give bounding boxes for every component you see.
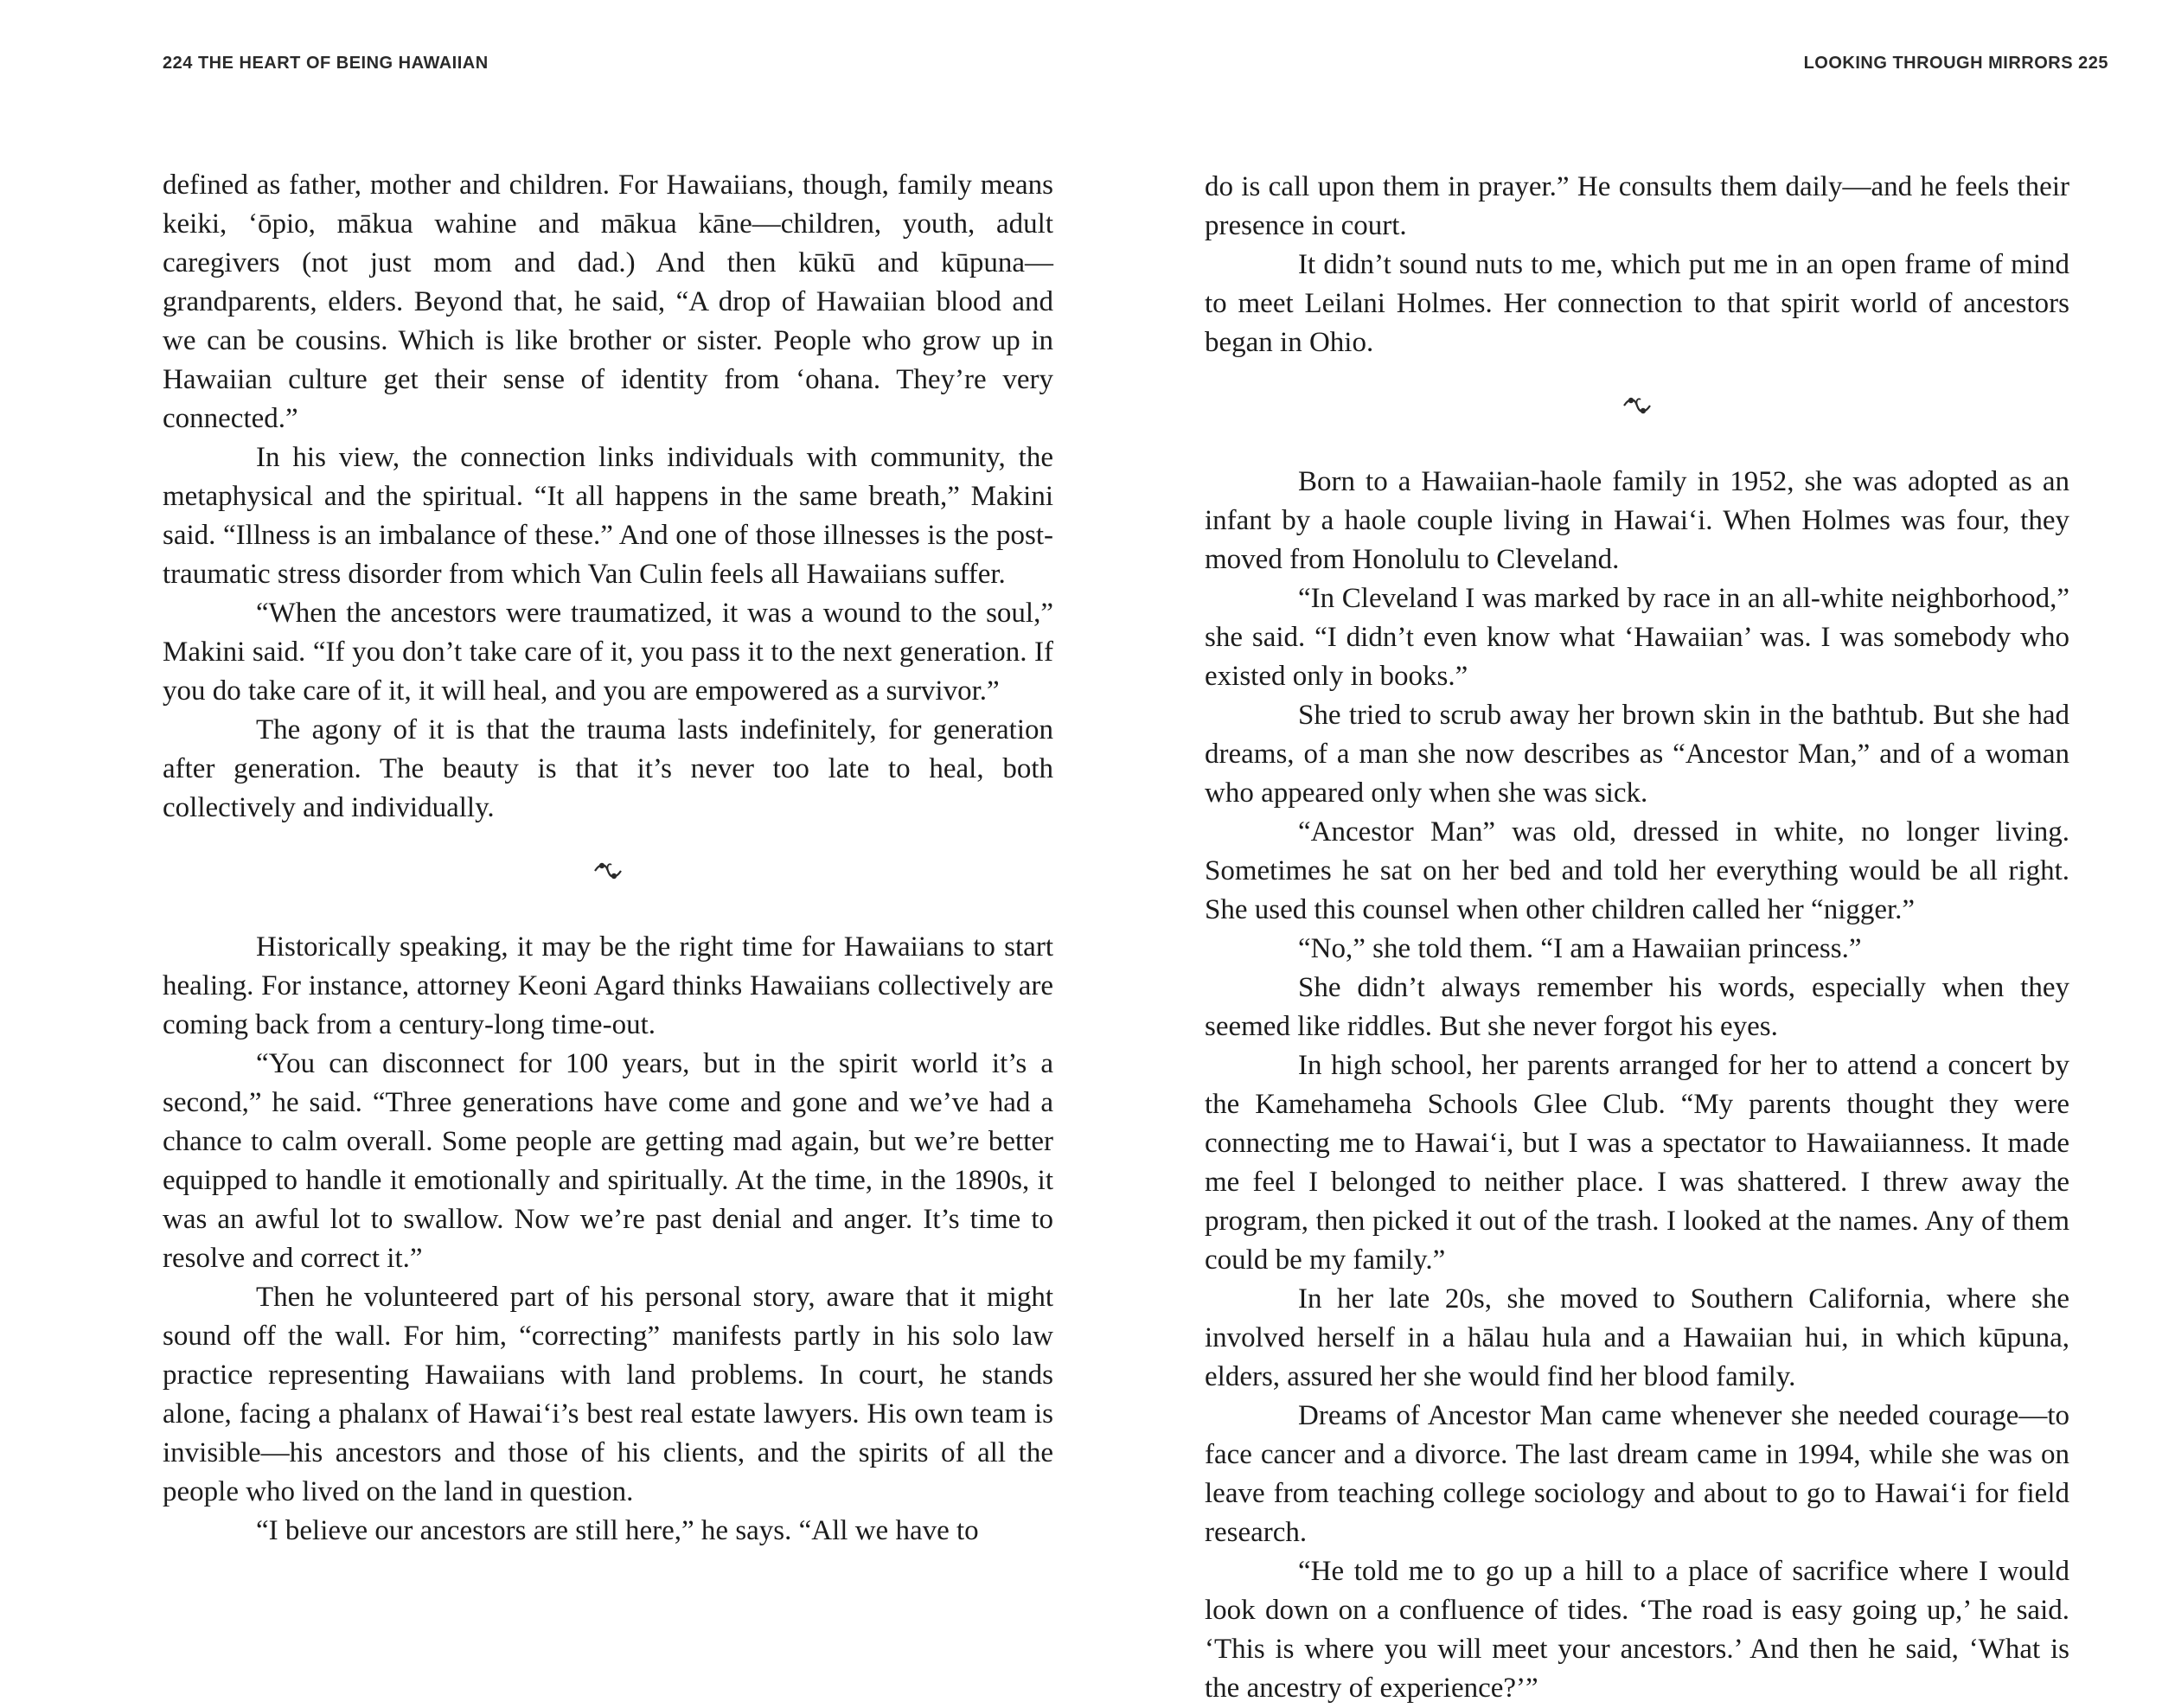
right-paragraph-12: “He told me to go up a hill to a place of sacrifice where I would look down on a confluence of tides. ‘The road is easy going up,’ he said. ‘This is where you will meet your ancestors.’ And then he said, ‘What is the ancestry of experience?’”: [1205, 1556, 2069, 1704]
left-page-number: 224: [163, 54, 193, 73]
right-paragraph-10: In her late 20s, she moved to Southern California, where she involved herself in a hālau hula and a Hawaiian hui, in which kūpuna, elders, assured her she would find her blood family.: [1205, 1283, 2069, 1392]
right-paragraph-8: She didn’t always remember his words, especially when they seemed like riddles. But she never forgot his eyes.: [1205, 972, 2069, 1042]
left-body-text: [163, 166, 1053, 1551]
right-section-break: [1205, 392, 2069, 418]
left-running-title: THE HEART OF BEING HAWAIIAN: [197, 54, 489, 73]
right-paragraph-7: “No,” she told them. “I am a Hawaiian princess.”: [1298, 933, 1862, 964]
right-paragraph-3: Born to a Hawaiian-haole family in 1952, she was adopted as an infant by a haole couple living in Hawai‘i. When Holmes was four, they moved from Honolulu to Cleveland.: [1205, 466, 2069, 575]
left-paragraph-8: “I believe our ancestors are still here,” he says. “All we have to: [256, 1515, 979, 1546]
left-page: [0, 0, 1081, 1671]
fleuron-ornament-icon: [1622, 394, 1653, 417]
right-paragraph-9: In high school, her parents arranged for her to attend a concert by the Kamehameha Schools Glee Club. “My parents thought they were connecting me to Hawai‘i, but I was a spectator to Hawaiianness. It made me feel I belonged to neither place. I was shattered. I threw away the program, then picked it out of the trash. I looked at the names. Any of them could be my family.”: [1205, 1050, 2069, 1276]
left-paragraph-2: In his view, the connection links individuals with community, the metaphysical and the spiritual. “It all happens in the same breath,” Makini said. “Illness is an imbalance of these.” And one of those illnesses is the post-traumatic stress disorder from which Van Culin feels all Hawaiians suffer.: [163, 442, 1053, 590]
left-paragraph-6: “You can disconnect for 100 years, but in the spirit world it’s a second,” he said. “Three generations have come and gone and we’ve had a chance to calm overall. Some people are getting mad again, but we’re better equipped to handle it emotionally and spiritually. At the time, in the 1890s, it was an awful lot to swallow. Now we’re past denial and anger. It’s time to resolve and correct it.”: [163, 1048, 1053, 1274]
left-running-head: [163, 54, 489, 74]
left-paragraph-4: The agony of it is that the trauma lasts indefinitely, for generation after generation. The beauty is that it’s never too late to heal, both collectively and individually.: [163, 714, 1053, 823]
right-paragraph-2: It didn’t sound nuts to me, which put me in an open frame of mind to meet Leilani Holmes. Her connection to that spirit world of ancestors began in Ohio.: [1205, 249, 2069, 358]
right-body-text: [1205, 168, 2069, 1708]
right-page: [1081, 0, 2162, 1704]
left-paragraph-7: Then he volunteered part of his personal story, aware that it might sound off the wall. For him, “correcting” manifests partly in his solo law practice representing Hawaiians with land problems. In court, he stands alone, facing a phalanx of Hawai‘i’s best real estate lawyers. His own team is invisible—his ancestors and those of his clients, and the spirits of all the people who lived on the land in question.: [163, 1282, 1053, 1507]
right-paragraph-5: She tried to scrub away her brown skin in the bathtub. But she had dreams, of a man she now describes as “Ancestor Man,” and of a woman who appeared only when she was sick.: [1205, 700, 2069, 809]
fleuron-ornament-icon: [592, 860, 624, 882]
right-paragraph-11: Dreams of Ancestor Man came whenever she needed courage—to face cancer and a divorce. The last dream came in 1994, while she was on leave from teaching college sociology and about to go to Hawai‘i for field research.: [1205, 1400, 2069, 1548]
left-paragraph-3: “When the ancestors were traumatized, it was a wound to the soul,” Makini said. “If you don’t take care of it, you pass it to the next generation. If you do take care of it, it will heal, and you are empowered as a survivor.”: [163, 598, 1053, 707]
right-running-head: [1804, 54, 2108, 74]
left-section-break: [163, 857, 1053, 883]
right-paragraph-1: do is call upon them in prayer.” He consults them daily—and he feels their presence in court.: [1205, 171, 2069, 241]
right-running-title: LOOKING THROUGH MIRRORS: [1803, 54, 2074, 73]
right-paragraph-4: “In Cleveland I was marked by race in an all-white neighborhood,” she said. “I didn’t even know what ‘Hawaiian’ was. I was somebody who existed only in books.”: [1205, 583, 2069, 692]
left-paragraph-5: Historically speaking, it may be the right time for Hawaiians to start healing. For instance, attorney Keoni Agard thinks Hawaiians collectively are coming back from a century-long time-out.: [163, 931, 1053, 1040]
left-paragraph-1: defined as father, mother and children. For Hawaiians, though, family means keiki, ‘ōpio, mākua wahine and mākua kāne—children, youth, adult caregivers (not just mom and dad.) And then kūkū and kūpuna—grandparents, elders. Beyond that, he said, “A drop of Hawaiian blood and we can be cousins. Which is like brother or sister. People who grow up in Hawaiian culture get their sense of identity from ‘ohana. They’re very connected.”: [163, 170, 1053, 434]
right-paragraph-6: “Ancestor Man” was old, dressed in white, no longer living. Sometimes he sat on her bed and told her everything would be all right. She used this counsel when other children called her “nigger.”: [1205, 816, 2069, 925]
right-page-number: 225: [2078, 54, 2108, 73]
